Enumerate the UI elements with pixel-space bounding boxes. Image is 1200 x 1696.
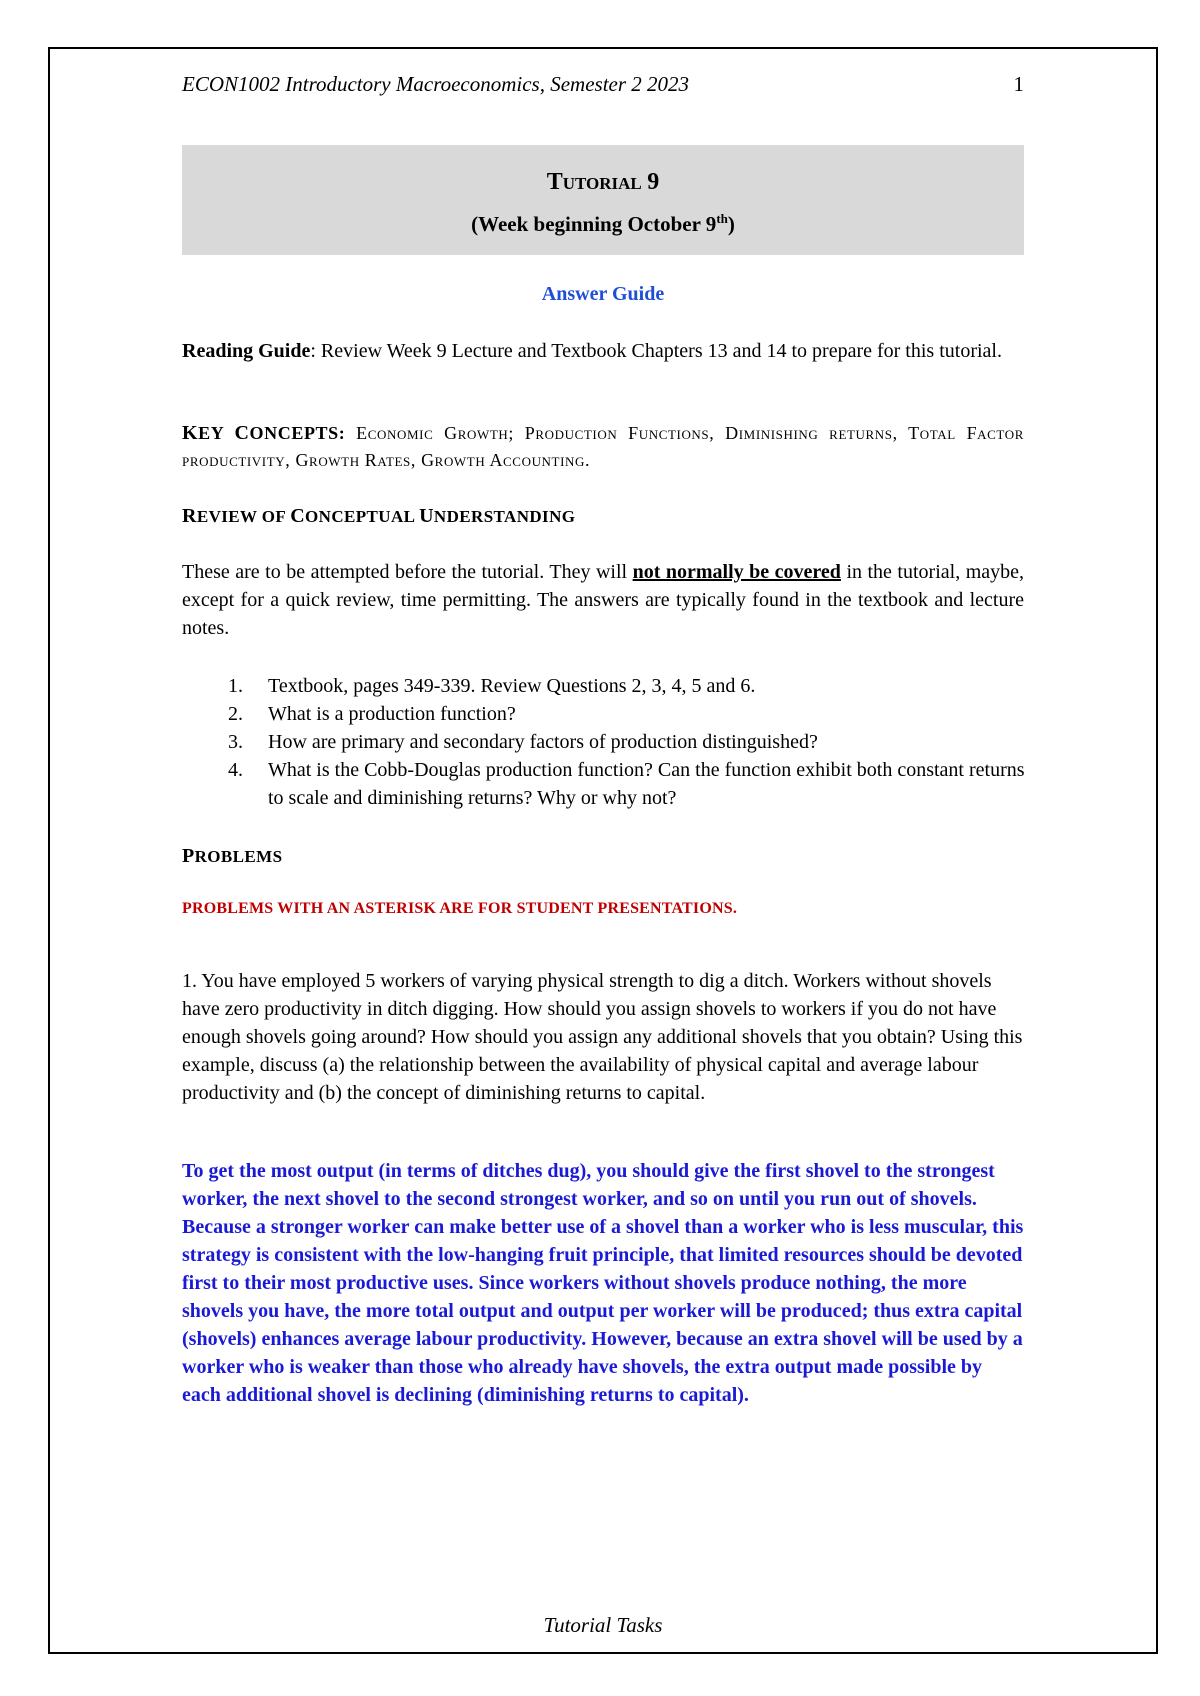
- problem-1-question: 1. You have employed 5 workers of varying physical strength to dig a ditch. Workers without shovels have zero productivity in ditch digging. How should you assign shovels to workers if you do not have enough shovels going around? How should you assign any additional shovels that you obtain? Using this example, discuss (a) the relationship between the availability of physical capital and average labour productivity and (b) the concept of diminishing returns to capital.: [182, 970, 1023, 1104]
- answer-guide-heading: Answer Guide: [541, 283, 665, 305]
- problems-heading: PROBLEMS: [182, 845, 283, 867]
- list-item: 2. What is a production function?: [228, 703, 516, 725]
- review-question-list: [220, 672, 1030, 812]
- presentation-note: PROBLEMS WITH AN ASTERISK ARE FOR STUDENT PRESENTATIONS.: [182, 900, 738, 917]
- title-box: [182, 145, 1024, 255]
- list-item: 4. What is the Cobb-Douglas production function? Can the function exhibit both constant returns to scale and diminishing returns? Why or why not?: [228, 759, 1025, 809]
- reading-guide-label: Reading Guide: [182, 340, 311, 362]
- review-intro: These are to be attempted before the tutorial. They will not normally be covered in the tutorial, maybe, except for a quick review, time permitting. The answers are typically found in the textbook and lecture notes.: [182, 561, 1025, 639]
- page-number: 1: [1013, 72, 1024, 96]
- course-title: ECON1002 Introductory Macroeconomics, Semester 2 2023: [182, 72, 690, 96]
- tutorial-subtitle: (Week beginning October 9th): [471, 211, 735, 236]
- problem-1-answer: To get the most output (in terms of ditches dug), you should give the first shovel to the strongest worker, the next shovel to the second strongest worker, and so on until you run out of shovels. Because a stronger worker can make better use of a shovel than a worker who is less muscular, this strategy is consistent with the low-hanging fruit principle, that limited resources should be devoted first to their most productive uses. Since workers without shovels produce nothing, the more shovels you have, the more total output and output per worker will be produced; thus extra capital (shovels) enhances average labour productivity. However, because an extra shovel will be used by a worker who is weaker than those who already have shovels, the extra output made possible by each additional shovel is declining (diminishing returns to capital).: [182, 1160, 1024, 1406]
- reading-guide: [182, 338, 1024, 365]
- key-concepts: [182, 420, 1024, 474]
- tutorial-title: TUTORIAL 9: [546, 169, 660, 195]
- list-item: 1. Textbook, pages 349-339. Review Questions 2, 3, 4, 5 and 6.: [228, 675, 756, 697]
- key-concepts-label: KEY CONCEPTS:: [182, 422, 346, 444]
- page-footer: Tutorial Tasks: [543, 1613, 663, 1637]
- review-heading: REVIEW OF CONCEPTUAL UNDERSTANDING: [182, 505, 576, 527]
- list-item: 3. How are primary and secondary factors of production distinguished?: [228, 731, 818, 753]
- key-concepts-text: Economic Growth; Production Functions, Diminishing returns, Total Factor productivity, Growth Rates, Growth Accounting.: [182, 423, 1024, 470]
- emphasis-not-covered: not normally be covered: [632, 561, 841, 583]
- reading-guide-text: : Review Week 9 Lecture and Textbook Chapters 13 and 14 to prepare for this tutorial.: [310, 340, 1002, 362]
- page-header: [182, 72, 1024, 106]
